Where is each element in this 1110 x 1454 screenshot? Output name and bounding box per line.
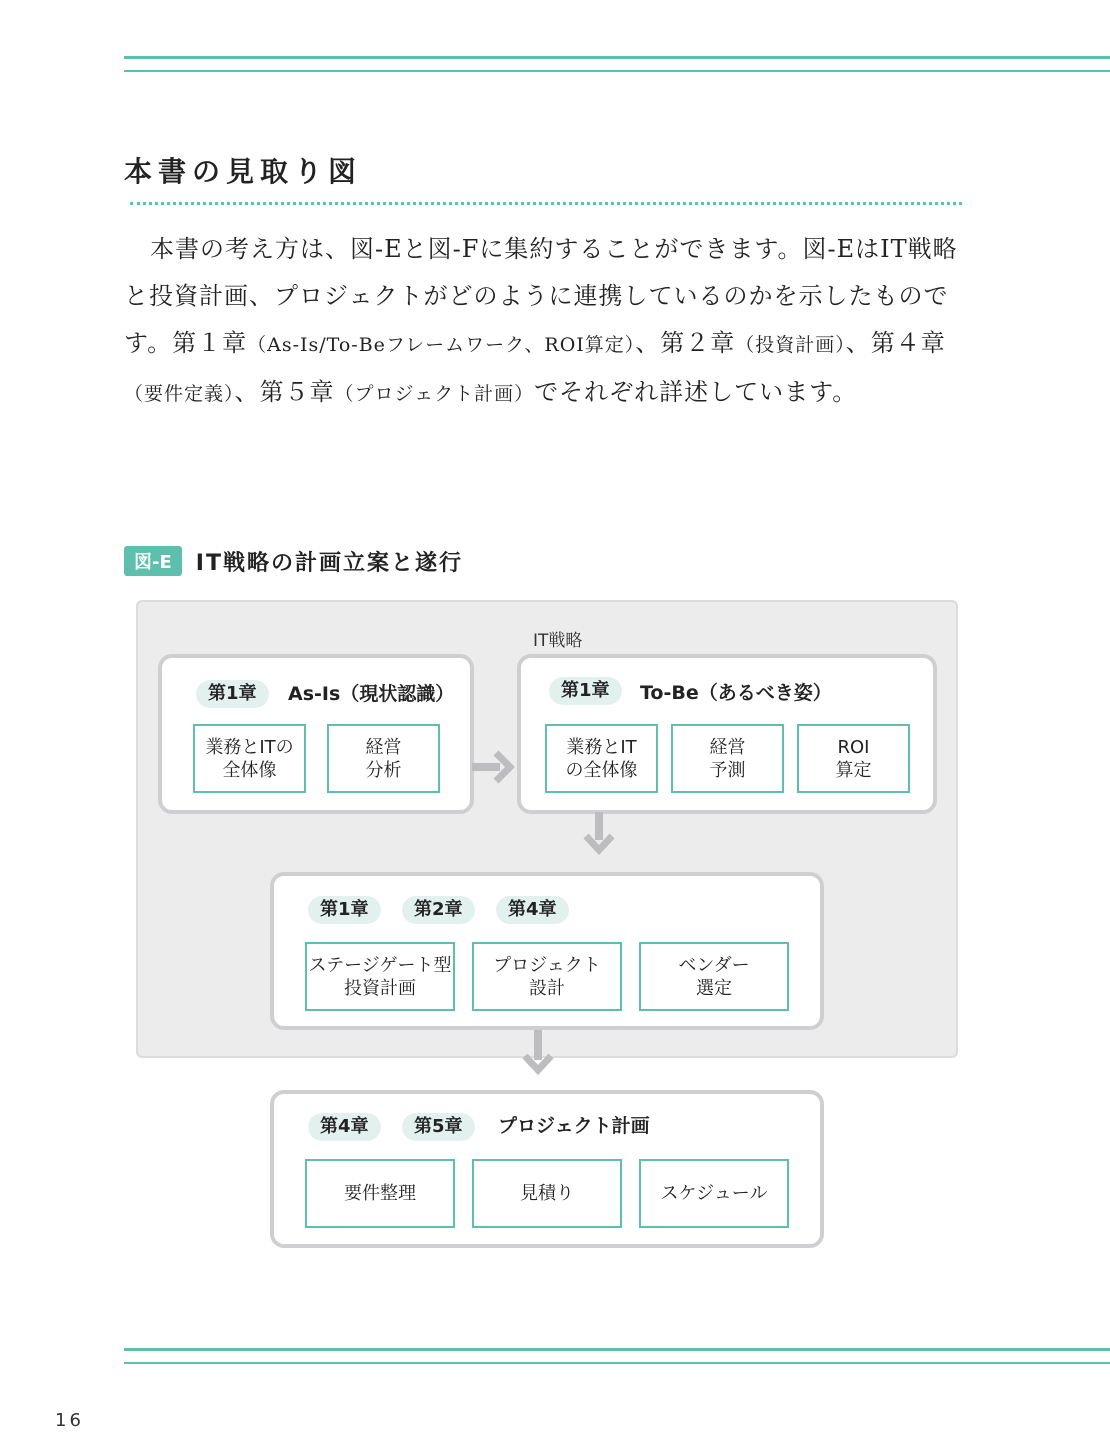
- intro-note-3: （要件定義）: [124, 383, 235, 405]
- tobe-box-roi: ROI 算定: [797, 724, 910, 793]
- asis-chapter-tag: 第1章: [196, 680, 269, 708]
- investment-box-stage-gate: ステージゲート型 投資計画: [305, 942, 455, 1011]
- intro-text-1: 本書の考え方は、図-Eと図-Fに集約することができます。図-EはIT戦略と投資計画、プロジェクトがどのように連携しているのかを示したものです。第１章: [124, 235, 958, 357]
- investment-tag-ch1: 第1章: [308, 896, 381, 924]
- intro-text-5: でそれぞれ詳述しています。: [534, 378, 858, 406]
- intro-note-1: （As-Is/To-Beフレームワーク、ROI算定）: [247, 334, 636, 356]
- figure-caption: [124, 546, 463, 576]
- page-number: 16: [55, 1410, 84, 1431]
- tobe-title: To-Be（あるべき姿）: [640, 682, 832, 704]
- investment-box-project-design: プロジェクト 設計: [472, 942, 622, 1011]
- figure-badge: 図-E: [124, 546, 182, 576]
- top-rule-secondary: [124, 70, 1110, 72]
- project-tag-ch4: 第4章: [308, 1113, 381, 1141]
- project-plan-title: プロジェクト計画: [498, 1115, 650, 1137]
- tobe-chapter-tag: 第1章: [549, 677, 622, 705]
- investment-tag-ch4: 第4章: [496, 896, 569, 924]
- arrow-right-icon: [472, 750, 516, 784]
- bottom-rule: [124, 1348, 1110, 1351]
- intro-text-4: 、第５章: [234, 378, 335, 406]
- intro-note-4: （プロジェクト計画）: [334, 383, 535, 405]
- asis-title: As-Is（現状認識）: [288, 683, 455, 705]
- project-box-estimate: 見積り: [472, 1159, 622, 1228]
- top-rule: [124, 56, 1110, 59]
- intro-text-2: 、第２章: [635, 329, 736, 357]
- figure-title: IT戦略の計画立案と遂行: [195, 550, 463, 576]
- project-box-schedule: スケジュール: [639, 1159, 789, 1228]
- project-box-requirements: 要件整理: [305, 1159, 455, 1228]
- tobe-box-business-it: 業務とIT の全体像: [545, 724, 658, 793]
- intro-paragraph: [124, 226, 970, 418]
- asis-box-management: 経営 分析: [327, 724, 440, 793]
- section-title: 本書の見取り図: [124, 155, 363, 188]
- investment-box-vendor: ベンダー 選定: [639, 942, 789, 1011]
- arrow-down-icon: [583, 812, 615, 856]
- intro-text-3: 、第４章: [845, 329, 946, 357]
- asis-box-business-it: 業務とITの 全体像: [193, 724, 306, 793]
- tobe-box-forecast: 経営 予測: [671, 724, 784, 793]
- bottom-rule-secondary: [124, 1362, 1110, 1364]
- intro-note-2: （投資計画）: [735, 334, 846, 356]
- investment-tag-ch2: 第2章: [402, 896, 475, 924]
- dotted-divider: [130, 202, 962, 205]
- it-strategy-label: IT戦略: [533, 631, 583, 651]
- arrow-down-icon: [522, 1030, 554, 1076]
- project-tag-ch5: 第5章: [402, 1113, 475, 1141]
